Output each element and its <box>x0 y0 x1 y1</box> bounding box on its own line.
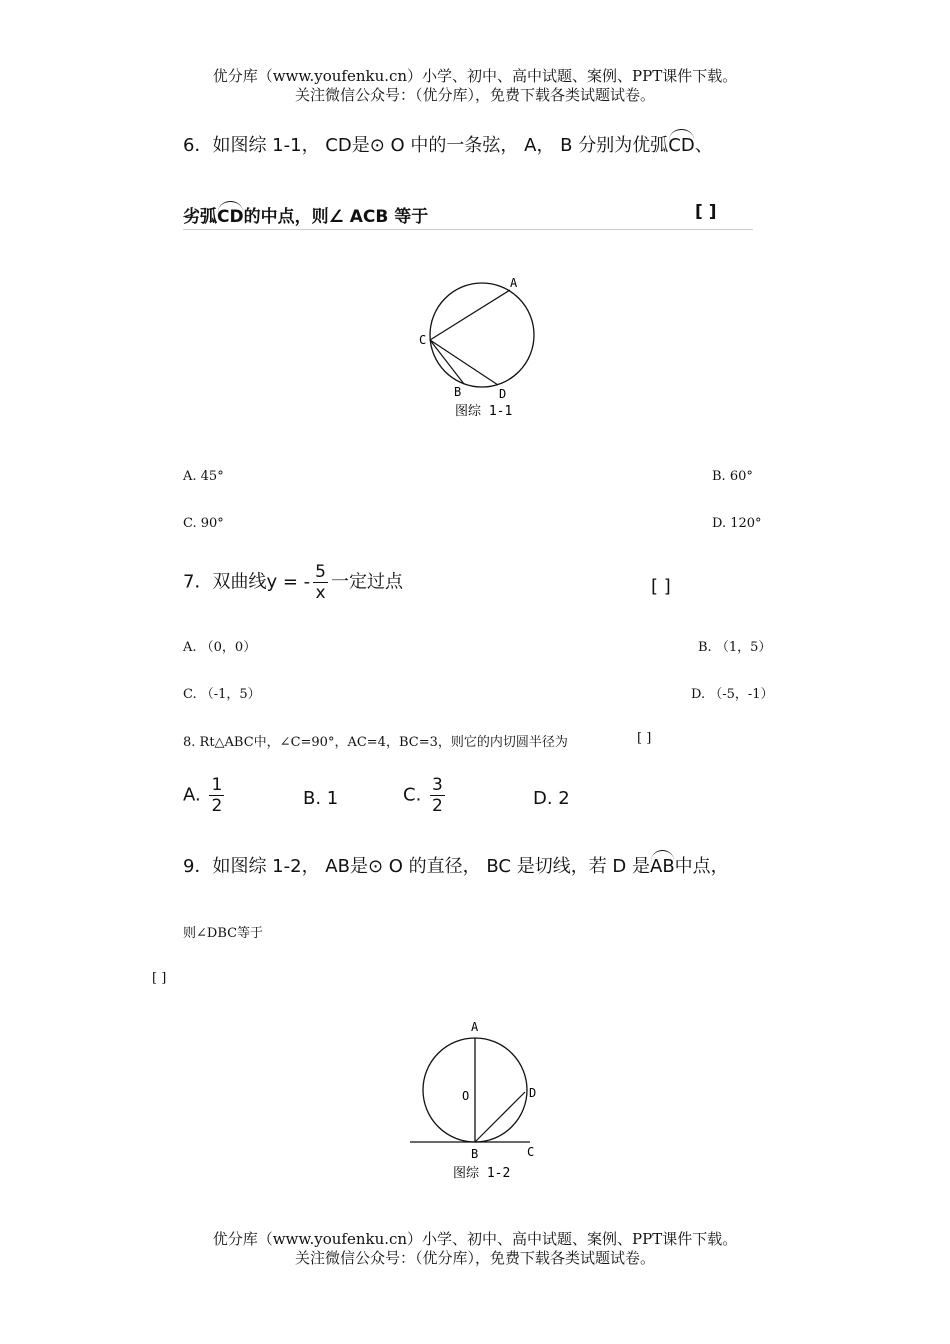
q7-text-b: 一定过点 <box>330 571 403 593</box>
footer-line-2: 关注微信公众号：（优分库），免费下载各类试题试卷。 <box>294 1249 655 1267</box>
q6-option-b: B. 60° <box>712 469 753 484</box>
q7-fraction <box>313 562 328 603</box>
q6-divider <box>183 229 753 230</box>
fig1-label-b: B <box>454 385 462 399</box>
q8-option-a-den: 2 <box>211 796 223 816</box>
q6-line-2 <box>183 202 428 227</box>
q7-frac-num: 5 <box>315 562 326 582</box>
q6-option-a: A. 45° <box>183 469 224 484</box>
q6-option-d: D. 120° <box>712 516 762 531</box>
q9-line-1 <box>183 852 729 878</box>
fig2-label-d: D <box>529 1086 537 1100</box>
q6-line2-arc: CD <box>217 207 244 227</box>
q7-line <box>183 562 403 603</box>
fig1-caption: 图综 1-1 <box>455 404 513 419</box>
fig1-chord-cd <box>430 340 498 385</box>
fig1-label-d: D <box>499 387 507 401</box>
q7-bracket: [ ] <box>651 576 671 597</box>
q7-option-d: D. （-5，-1） <box>691 687 774 702</box>
header-line-1: 优分库（www.youfenku.cn）小学、初中、高中试题、案例、PPT课件下载。 <box>212 67 738 85</box>
fig2-caption: 图综 1-2 <box>453 1166 511 1181</box>
q8-option-a-fraction <box>209 775 224 816</box>
q8-option-d: D. 2 <box>533 788 570 809</box>
figure-1-1 <box>400 270 560 425</box>
q8-option-a <box>183 775 227 816</box>
q6-line-1 <box>183 131 713 157</box>
fig1-label-c: C <box>419 333 427 347</box>
fig1-chord-ca <box>430 290 510 340</box>
q7-option-c: C. （-1，5） <box>183 687 261 702</box>
q9-bracket: [ ] <box>152 971 167 986</box>
q6-line2-b: 的中点，则∠ ACB 等于 <box>243 207 429 227</box>
q8-text: 8. Rt△ABC中，∠C=90°，AC=4，BC=3，则它的内切圆半径为 <box>183 735 568 750</box>
fig1-label-a: A <box>510 276 518 290</box>
q9-arc-ab: AB <box>650 856 675 877</box>
q7-option-a: A. （0，0） <box>183 640 257 655</box>
fig2-label-c: C <box>527 1145 535 1159</box>
q8-option-a-label: A. <box>183 784 201 806</box>
q6-text-b: 、 <box>694 135 713 156</box>
q8-option-c <box>403 775 448 816</box>
fig1-chord-cb <box>430 340 464 384</box>
q7-option-b: B. （1，5） <box>698 640 772 655</box>
q9-line-2: 则∠DBC等于 <box>183 926 264 941</box>
q6-option-c: C. 90° <box>183 516 224 531</box>
fig2-label-a: A <box>471 1020 479 1034</box>
q9-text-b: 中点， <box>674 856 729 877</box>
q8-option-a-num: 1 <box>211 775 223 795</box>
q7-frac-den: x <box>315 583 326 603</box>
q8-option-c-fraction <box>430 775 445 816</box>
q8-option-b: B. 1 <box>303 788 339 809</box>
q7-text-a: 7．双曲线y = - <box>183 571 311 593</box>
q8-bracket: [ ] <box>637 731 652 746</box>
fig2-label-b: B <box>471 1147 479 1161</box>
q6-text-a: 6．如图综 1-1， CD是⊙ O 中的一条弦， A， B 分别为优弧 <box>183 135 669 156</box>
footer-line-1: 优分库（www.youfenku.cn）小学、初中、高中试题、案例、PPT课件下载。 <box>212 1230 738 1248</box>
q8-option-c-label: C. <box>403 784 422 806</box>
q8-option-c-den: 2 <box>432 796 443 816</box>
figure-1-2 <box>405 1015 550 1185</box>
q6-arc-cd: CD <box>668 135 695 156</box>
q6-line2-a: 劣弧 <box>183 207 217 227</box>
fig2-chord-bd <box>475 1092 525 1142</box>
q9-text-a: 9．如图综 1-2， AB是⊙ O 的直径， BC 是切线，若 D 是 <box>183 856 650 877</box>
fig1-circle <box>430 283 534 387</box>
fig2-label-o: O <box>462 1089 470 1103</box>
q6-bracket: [ ] <box>695 202 717 222</box>
q8-option-c-num: 3 <box>432 775 443 795</box>
header-line-2: 关注微信公众号：（优分库），免费下载各类试题试卷。 <box>294 86 655 104</box>
